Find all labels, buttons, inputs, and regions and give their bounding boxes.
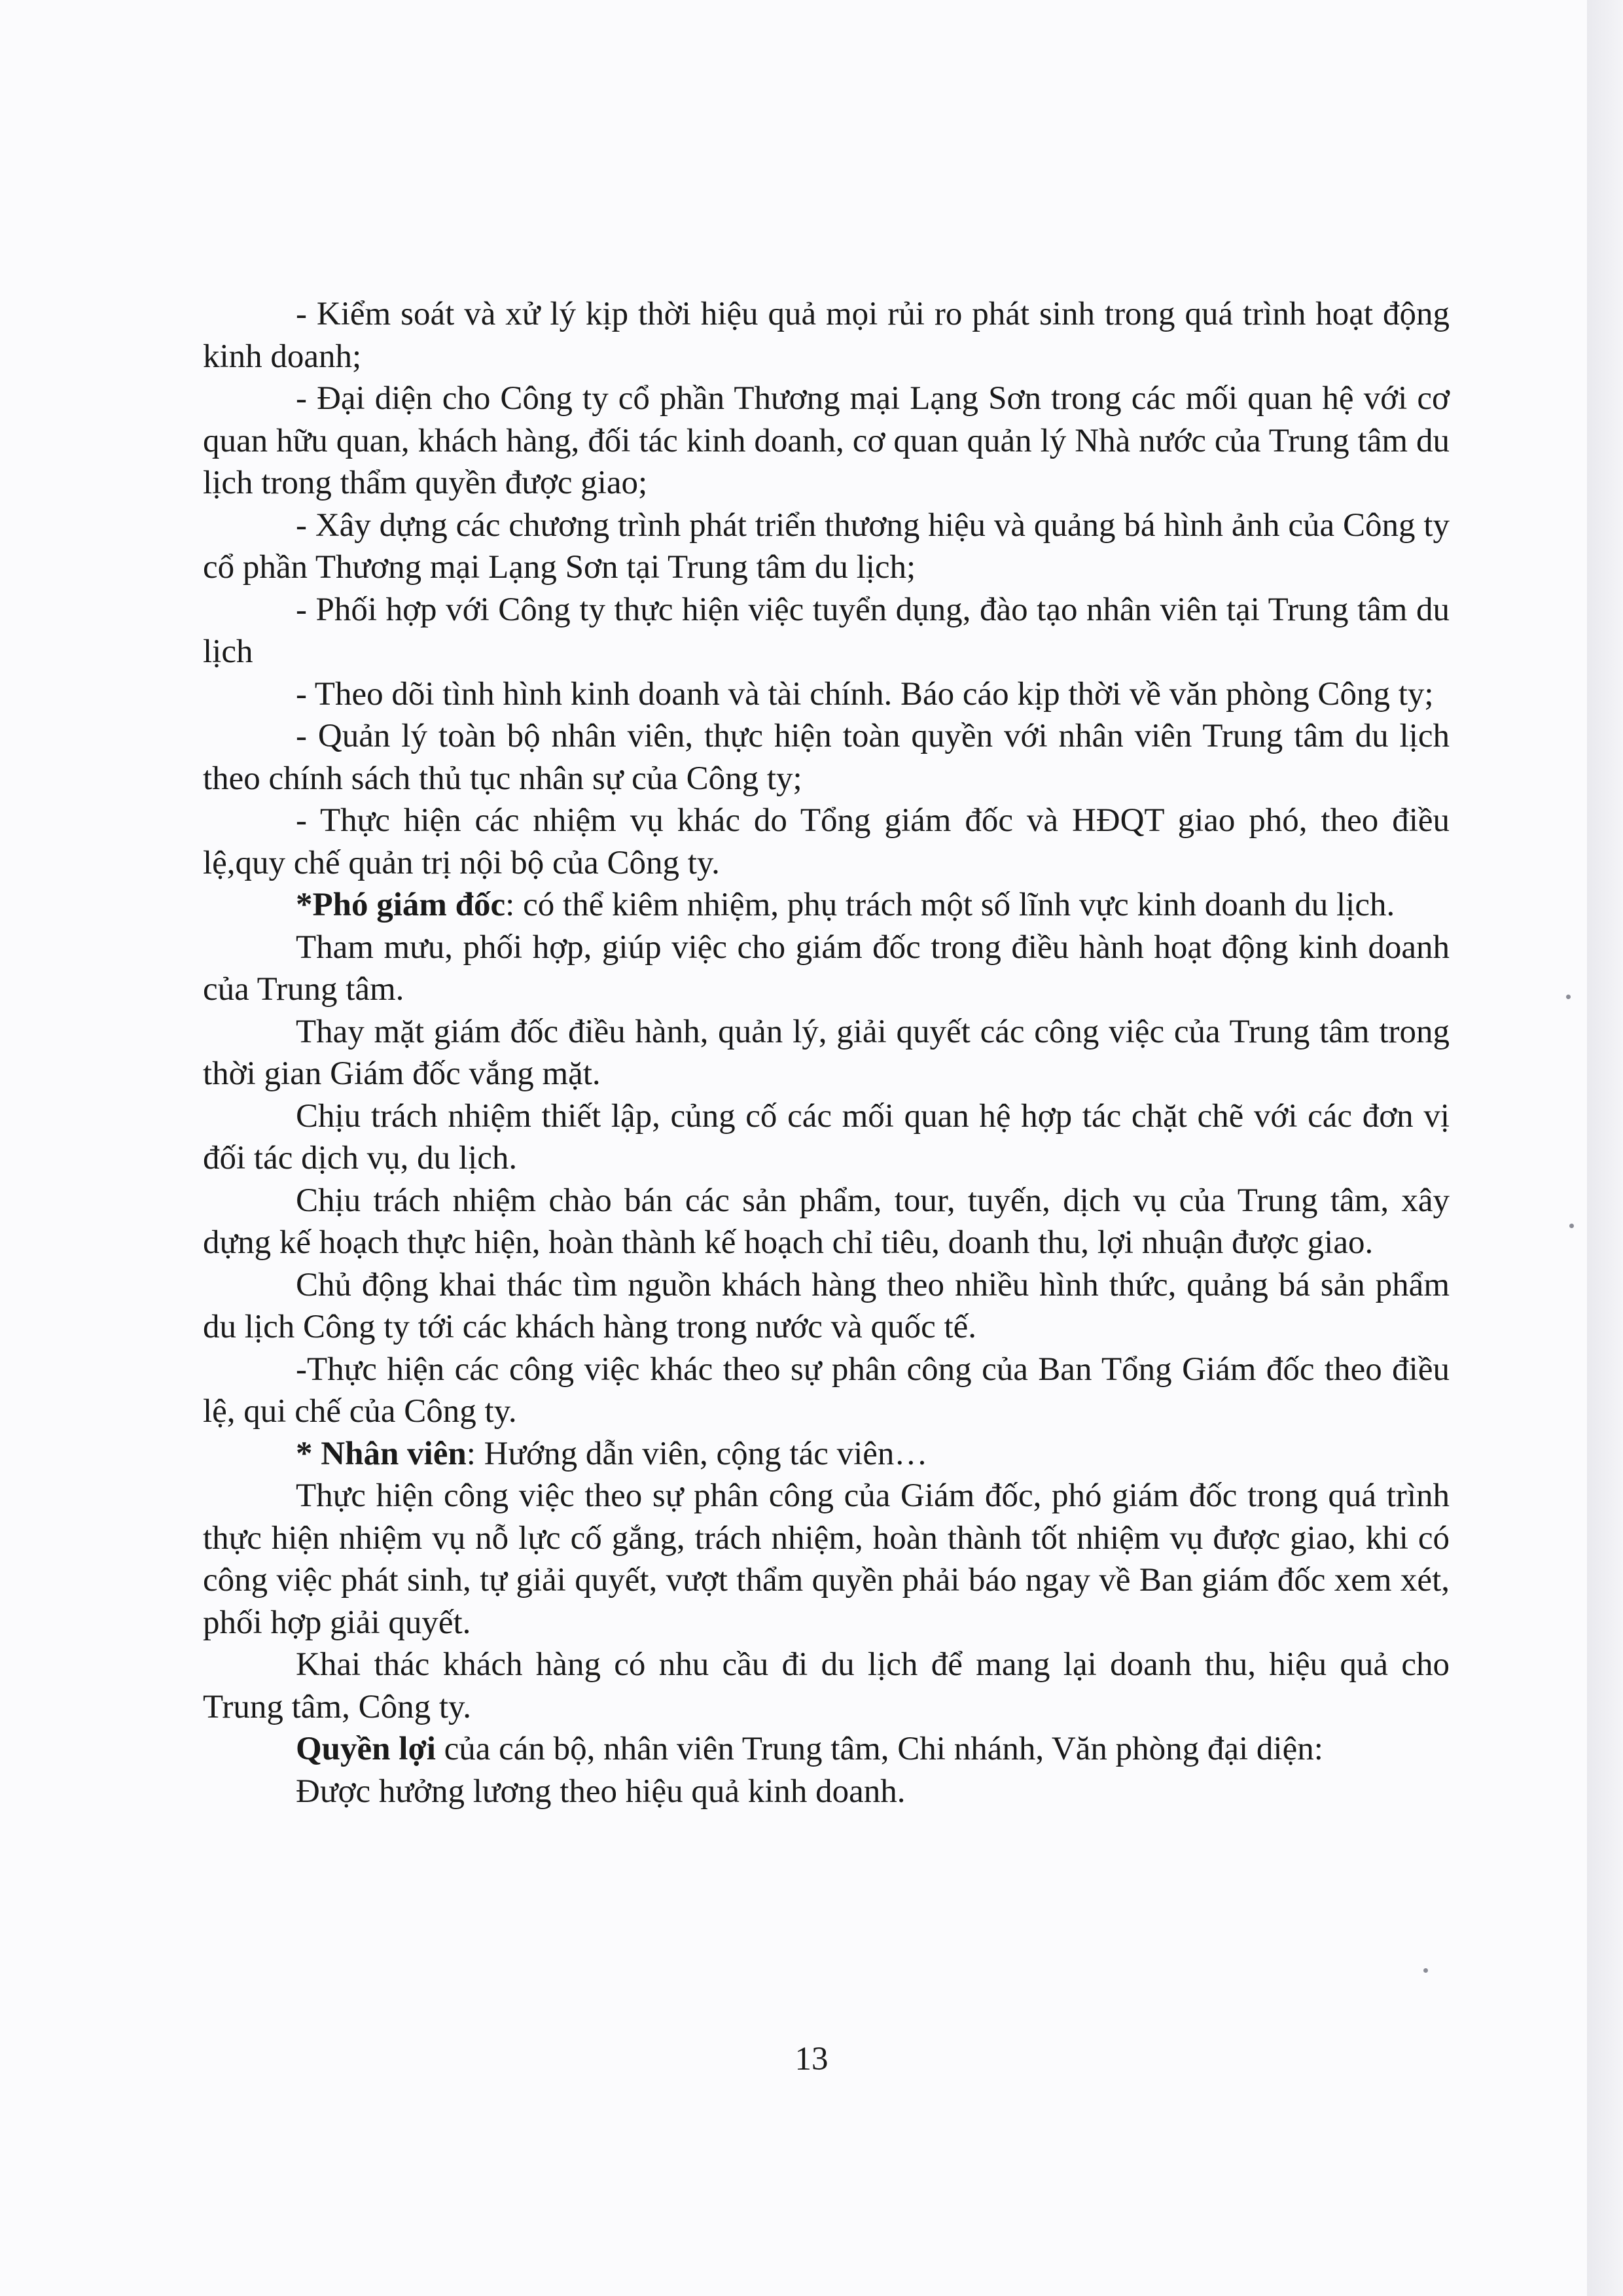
section-heading: * Nhân viên: [296, 1435, 467, 1472]
paragraph: - Theo dõi tình hình kinh doanh và tài chính. Báo cáo kịp thời về văn phòng Công ty;: [296, 675, 1434, 713]
paragraph: - Đại diện cho Công ty cổ phần Thương mại Lạng Sơn trong các mối quan hệ với cơ quan hữu quan, khách hàng, đối tác kinh doanh, cơ quan quản lý Nhà nước của Trung tâm du lịch trong thẩm quyền được giao;: [203, 380, 1450, 501]
paragraph: Chịu trách nhiệm chào bán các sản phẩm, tour, tuyến, dịch vụ của Trung tâm, xây dựng kế hoạch thực hiện, hoàn thành kế hoạch chỉ tiêu, doanh thu, lợi nhuận được giao.: [203, 1182, 1450, 1261]
paragraph: - Phối hợp với Công ty thực hiện việc tuyển dụng, đào tạo nhân viên tại Trung tâm du lịch: [203, 591, 1450, 670]
paragraph: Chịu trách nhiệm thiết lập, củng cố các mối quan hệ hợp tác chặt chẽ với các đơn vị đối tác dịch vụ, du lịch.: [203, 1097, 1450, 1176]
deputy-director-heading: [203, 884, 1450, 927]
paragraph: - Quản lý toàn bộ nhân viên, thực hiện toàn quyền với nhân viên Trung tâm du lịch theo chính sách thủ tục nhân sự của Công ty;: [203, 718, 1450, 797]
section-heading-rest: : Hướng dẫn viên, cộng tác viên…: [466, 1435, 928, 1472]
paragraph: - Kiểm soát và xử lý kịp thời hiệu quả mọi rủi ro phát sinh trong quá trình hoạt động kinh doanh;: [203, 296, 1450, 375]
scan-speck: [1423, 1968, 1428, 1973]
paragraph: Tham mưu, phối hợp, giúp việc cho giám đốc trong điều hành hoạt động kinh doanh của Trung tâm.: [203, 928, 1450, 1008]
paragraph: Chủ động khai thác tìm nguồn khách hàng theo nhiều hình thức, quảng bá sản phẩm du lịch Công ty tới các khách hàng trong nước và quốc tế.: [203, 1266, 1450, 1345]
section-heading: *Phó giám đốc: [296, 887, 506, 923]
section-heading-rest: của cán bộ, nhân viên Trung tâm, Chi nhánh, Văn phòng đại diện:: [435, 1731, 1323, 1767]
paragraph: Thực hiện công việc theo sự phân công của Giám đốc, phó giám đốc trong quá trình thực hiện nhiệm vụ nỗ lực cố gắng, trách nhiệm, hoàn thành tốt nhiệm vụ được giao, khi có công việc phát sinh, tự giải quyết, vượt thẩm quyền phải báo ngay về Ban giám đốc xem xét, phối hợp giải quyết.: [203, 1477, 1450, 1641]
document-body: [203, 293, 1450, 1812]
staff-heading: [203, 1433, 1450, 1475]
paragraph: -Thực hiện các công việc khác theo sự phân công của Ban Tổng Giám đốc theo điều lệ, qui chế của Công ty.: [203, 1351, 1450, 1430]
paragraph: - Thực hiện các nhiệm vụ khác do Tổng giám đốc và HĐQT giao phó, theo điều lệ,quy chế quản trị nội bộ của Công ty.: [203, 802, 1450, 881]
scan-speck: [1566, 995, 1571, 999]
paragraph: - Xây dựng các chương trình phát triển thương hiệu và quảng bá hình ảnh của Công ty cổ phần Thương mại Lạng Sơn tại Trung tâm du lịch;: [203, 506, 1450, 586]
page-number: 13: [794, 2041, 829, 2077]
scan-speck: [1569, 1224, 1574, 1228]
benefits-heading: [203, 1728, 1450, 1771]
paragraph: Khai thác khách hàng có nhu cầu đi du lịch để mang lại doanh thu, hiệu quả cho Trung tâm, Công ty.: [203, 1646, 1450, 1725]
section-heading-rest: : có thể kiêm nhiệm, phụ trách một số lĩnh vực kinh doanh du lịch.: [505, 887, 1395, 923]
page-edge-shadow: [1587, 0, 1623, 2296]
section-heading: Quyền lợi: [296, 1731, 436, 1767]
paragraph: Được hưởng lương theo hiệu quả kinh doanh.: [296, 1773, 906, 1810]
paragraph: Thay mặt giám đốc điều hành, quản lý, giải quyết các công việc của Trung tâm trong thời gian Giám đốc vắng mặt.: [203, 1013, 1450, 1092]
